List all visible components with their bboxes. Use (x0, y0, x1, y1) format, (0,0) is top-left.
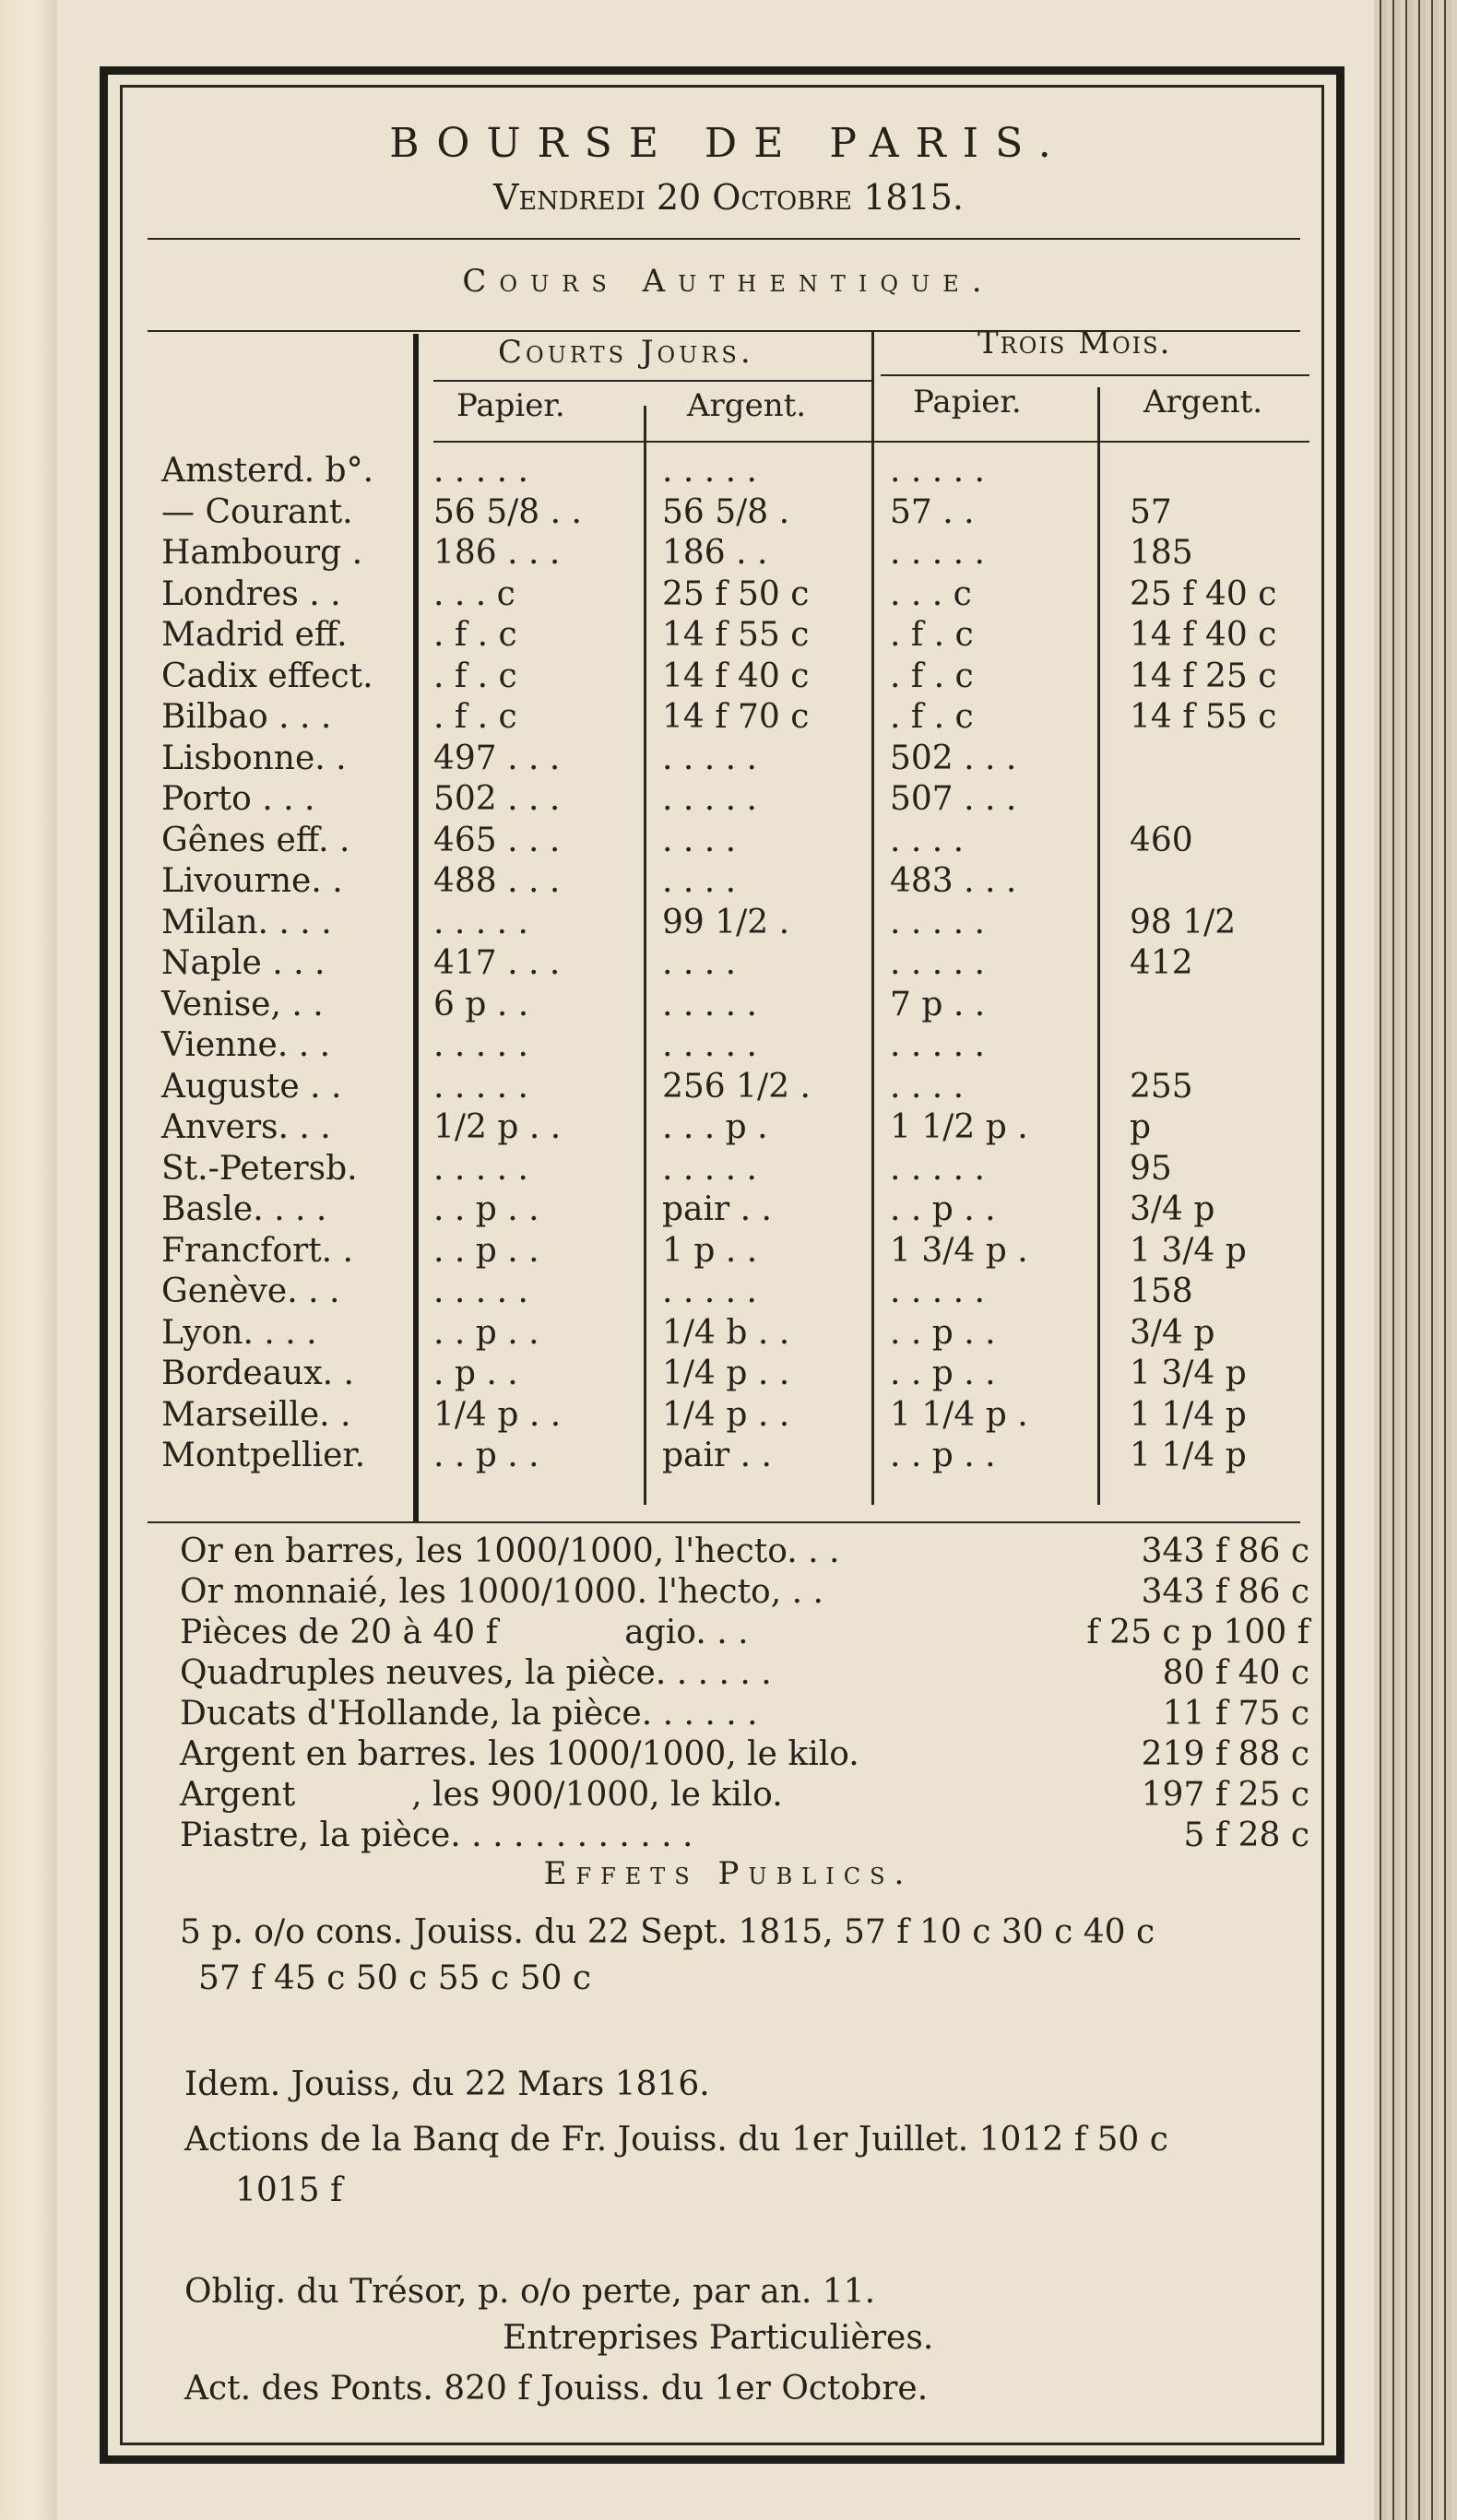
group-rule-2 (881, 374, 1309, 376)
metal-value: 197 f 25 c (1141, 1776, 1309, 1814)
row-value-a1: . . . . . (662, 1149, 757, 1188)
row-value-a1: 1/4 b . . (662, 1313, 790, 1352)
row-value-p2: 1 1/2 p . (890, 1108, 1028, 1146)
col-header-argent-2: Argent. (1143, 384, 1263, 420)
page-stack-edge (1374, 0, 1457, 2520)
row-value-a1: . . . . . (662, 780, 757, 818)
row-value-a1: . . . . . (662, 452, 757, 490)
date-line: Vendredi 20 Octobre 1815. (493, 177, 964, 218)
group-header-trois-mois: Trois Mois. (977, 325, 1172, 361)
row-value-a2: 14 f 40 c (1130, 616, 1277, 654)
row-place: Amsterd. b°. (161, 452, 374, 490)
row-value-a2: 14 f 25 c (1130, 657, 1277, 695)
row-value-p1: . . . . . (433, 903, 528, 941)
row-value-p1: 502 . . . (433, 780, 561, 818)
row-value-p2: 1 3/4 p . (890, 1231, 1028, 1270)
col-header-argent-1: Argent. (687, 387, 807, 424)
row-value-p1: . . . . . (433, 1026, 528, 1064)
column-divider (871, 332, 874, 1505)
row-value-p2: . . . . . (890, 1026, 985, 1064)
row-place: Hambourg . (161, 534, 363, 572)
row-place: Bilbao . . . (161, 698, 332, 736)
row-place: Marseille. . (161, 1395, 351, 1434)
row-value-a1: 1/4 p . . (662, 1355, 790, 1392)
effets-line: Idem. Jouiss, du 22 Mars 1816. (184, 2065, 710, 2103)
row-value-p2: . . p . . (890, 1313, 996, 1352)
row-value-a1: . . . . . (662, 739, 757, 777)
row-value-a2: 1 3/4 p (1130, 1231, 1247, 1270)
effets-heading: Effets Publics. (543, 1855, 914, 1892)
row-value-p2: 1 1/4 p . (890, 1395, 1028, 1434)
row-value-p1: 56 5/8 . . (433, 492, 582, 531)
col-header-papier-1: Papier. (456, 387, 565, 424)
row-value-p2: . . . . . (890, 1272, 985, 1310)
row-value-p1: 465 . . . (433, 821, 561, 859)
metal-value: 219 f 88 c (1141, 1735, 1309, 1773)
row-value-p1: 6 p . . (433, 985, 529, 1023)
row-place: — Courant. (161, 492, 353, 531)
row-value-p2: 507 . . . (890, 780, 1017, 818)
metal-label: Argent en barres. les 1000/1000, le kilo. (180, 1735, 859, 1773)
row-place: Madrid eff. (161, 616, 348, 654)
row-value-p1: . . . . . (433, 1149, 528, 1188)
row-value-p1: . f . c (433, 698, 517, 736)
row-value-p1: . f . c (433, 616, 517, 654)
row-value-a1: . . . . . (662, 1026, 757, 1064)
row-value-p1: 488 . . . (433, 862, 561, 900)
metal-value: 343 f 86 c (1141, 1573, 1309, 1611)
row-value-a2: 14 f 55 c (1130, 698, 1277, 736)
row-value-a1: . . . p . (662, 1108, 768, 1146)
row-value-a1: 1/4 p . . (662, 1395, 790, 1434)
row-value-a2: 255 (1130, 1067, 1193, 1106)
row-value-p2: . . p . . (890, 1190, 996, 1228)
row-place: Bordeaux. . (161, 1355, 354, 1392)
metal-value: 11 f 75 c (1162, 1695, 1309, 1733)
row-place: Genève. . . (161, 1272, 340, 1310)
row-value-p1: . f . c (433, 657, 517, 695)
row-value-p2: . . . . (890, 821, 965, 859)
row-value-p2: . . . . (890, 1067, 965, 1106)
row-value-p2: . . . . . (890, 452, 985, 490)
row-value-a2: 1 1/4 p (1130, 1395, 1247, 1434)
row-value-a1: 25 f 50 c (662, 574, 810, 613)
row-value-p1: 1/4 p . . (433, 1395, 562, 1434)
row-value-p2: . . . . . (890, 903, 985, 941)
row-value-a2: 3/4 p (1130, 1313, 1215, 1352)
metal-value: 5 f 28 c (1183, 1816, 1309, 1854)
row-value-a1: 14 f 40 c (662, 657, 810, 695)
row-value-a2: 25 f 40 c (1130, 574, 1277, 613)
row-place: Gênes eff. . (161, 821, 350, 859)
row-value-p2: 7 p . . (890, 985, 986, 1023)
row-place: Anvers. . . (161, 1108, 331, 1146)
row-place: Naple . . . (161, 944, 326, 982)
row-value-a2: 3/4 p (1130, 1190, 1215, 1228)
row-value-a1: 14 f 70 c (662, 698, 810, 736)
row-value-a1: 1 p . . (662, 1231, 758, 1270)
section-title: Cours Authentique. (462, 263, 995, 300)
row-value-a1: 186 . . (662, 534, 768, 572)
row-place: Francfort. . (161, 1231, 354, 1270)
metal-label: Argent , les 900/1000, le kilo. (180, 1776, 783, 1814)
page-gutter (0, 0, 57, 2520)
col-header-papier-2: Papier. (913, 384, 1022, 420)
row-place: Lisbonne. . (161, 739, 347, 777)
metal-value: 80 f 40 c (1162, 1654, 1309, 1692)
group-rule-1 (433, 380, 871, 382)
row-place: Montpellier. (161, 1437, 366, 1474)
row-value-p1: 1/2 p . . (433, 1108, 562, 1146)
column-divider (644, 406, 646, 1505)
row-value-p2: . . . . . (890, 534, 985, 572)
row-value-p1: . . p . . (433, 1437, 539, 1474)
row-value-p1: . . . . . (433, 1067, 528, 1106)
row-place: St.-Petersb. (161, 1149, 358, 1188)
row-value-a1: . . . . . (662, 985, 757, 1023)
row-value-a1: . . . . (662, 944, 737, 982)
row-place: Venise, . . (161, 985, 324, 1023)
row-value-a2: 98 1/2 (1130, 903, 1237, 941)
row-value-a1: . . . . (662, 821, 737, 859)
row-value-p1: . . p . . (433, 1313, 539, 1352)
row-value-a1: . . . . . (662, 1272, 757, 1310)
row-value-p2: . . . . . (890, 1149, 985, 1188)
row-place: Basle. . . . (161, 1190, 327, 1228)
row-value-p1: . . p . . (433, 1190, 539, 1228)
row-value-p2: . f . c (890, 657, 974, 695)
row-value-a1: 99 1/2 . (662, 903, 790, 941)
metal-value: 343 f 86 c (1141, 1532, 1309, 1570)
header-rule (148, 238, 1300, 240)
row-value-a2: 95 (1130, 1149, 1172, 1188)
row-place: Auguste . . (161, 1067, 342, 1106)
row-value-p1: 497 . . . (433, 739, 561, 777)
row-value-p2: . . p . . (890, 1437, 996, 1474)
row-place: Milan. . . . (161, 903, 332, 941)
row-value-a1: 56 5/8 . (662, 492, 790, 531)
row-value-a2: 158 (1130, 1272, 1193, 1310)
metal-label: Or en barres, les 1000/1000, l'hecto. . . (180, 1532, 840, 1570)
table-bottom-rule (148, 1521, 1300, 1523)
row-place: Vienne. . . (161, 1026, 331, 1064)
row-value-p1: 186 . . . (433, 534, 561, 572)
effets-line: 57 f 45 c 50 c 55 c 50 c (198, 1959, 592, 1997)
metal-label: Pièces de 20 à 40 f agio. . . (180, 1614, 749, 1651)
row-value-a1: 256 1/2 . (662, 1067, 811, 1106)
row-value-a1: . . . . (662, 862, 737, 900)
row-value-p2: . f . c (890, 698, 974, 736)
row-value-p1: . . . . . (433, 1272, 528, 1310)
row-value-p2: 483 . . . (890, 862, 1017, 900)
row-value-a2: 57 (1130, 492, 1172, 531)
metal-label: Ducats d'Hollande, la pièce. . . . . . (180, 1695, 758, 1733)
effets-line: Act. des Ponts. 820 f Jouiss. du 1er Octobre. (184, 2370, 929, 2408)
row-value-a2: 412 (1130, 944, 1193, 982)
effets-line: 5 p. o/o cons. Jouiss. du 22 Sept. 1815, 57 f 10 c 30 c 40 c (180, 1913, 1155, 1951)
row-value-p1: . . . c (433, 574, 515, 613)
row-value-a2: p (1130, 1108, 1152, 1146)
row-value-p2: . . . c (890, 574, 972, 613)
effets-line: Actions de la Banq de Fr. Jouiss. du 1er Juillet. 1012 f 50 c (184, 2121, 1168, 2159)
column-divider (1097, 387, 1100, 1505)
row-value-p1: 417 . . . (433, 944, 561, 982)
row-value-p1: . p . . (433, 1355, 518, 1392)
effets-line: 1015 f (235, 2171, 343, 2209)
row-value-a1: 14 f 55 c (662, 616, 810, 654)
row-value-p2: . f . c (890, 616, 974, 654)
row-place: Porto . . . (161, 780, 315, 818)
row-value-p2: . . . . . (890, 944, 985, 982)
row-value-a1: pair . . (662, 1437, 773, 1474)
effets-line: Oblig. du Trésor, p. o/o perte, par an. 11. (184, 2273, 876, 2311)
row-value-a2: 460 (1130, 821, 1193, 859)
row-place: Londres . . (161, 574, 341, 613)
row-place: Lyon. . . . (161, 1313, 317, 1352)
row-value-p2: 502 . . . (890, 739, 1017, 777)
row-place: Livourne. . (161, 862, 343, 900)
row-value-a2: 1 1/4 p (1130, 1437, 1247, 1474)
metal-label: Piastre, la pièce. . . . . . . . . . . . (180, 1816, 693, 1854)
column-divider (413, 334, 419, 1523)
row-value-p2: 57 . . (890, 492, 975, 531)
row-value-a1: pair . . (662, 1190, 773, 1228)
page-title: BOURSE DE PARIS. (389, 120, 1068, 167)
metal-label: Quadruples neuves, la pièce. . . . . . (180, 1654, 772, 1692)
metal-value: f 25 c p 100 f (1086, 1614, 1309, 1651)
metal-label: Or monnaié, les 1000/1000. l'hecto, . . (180, 1573, 823, 1611)
entreprises-heading: Entreprises Particulières. (503, 2319, 934, 2357)
group-header-courts-jours: Courts Jours. (498, 334, 754, 371)
row-value-a2: 1 3/4 p (1130, 1355, 1247, 1392)
row-place: Cadix effect. (161, 657, 373, 695)
row-value-p1: . . p . . (433, 1231, 539, 1270)
row-value-a2: 185 (1130, 534, 1193, 572)
row-value-p1: . . . . . (433, 452, 528, 490)
row-value-p2: . . p . . (890, 1355, 996, 1392)
